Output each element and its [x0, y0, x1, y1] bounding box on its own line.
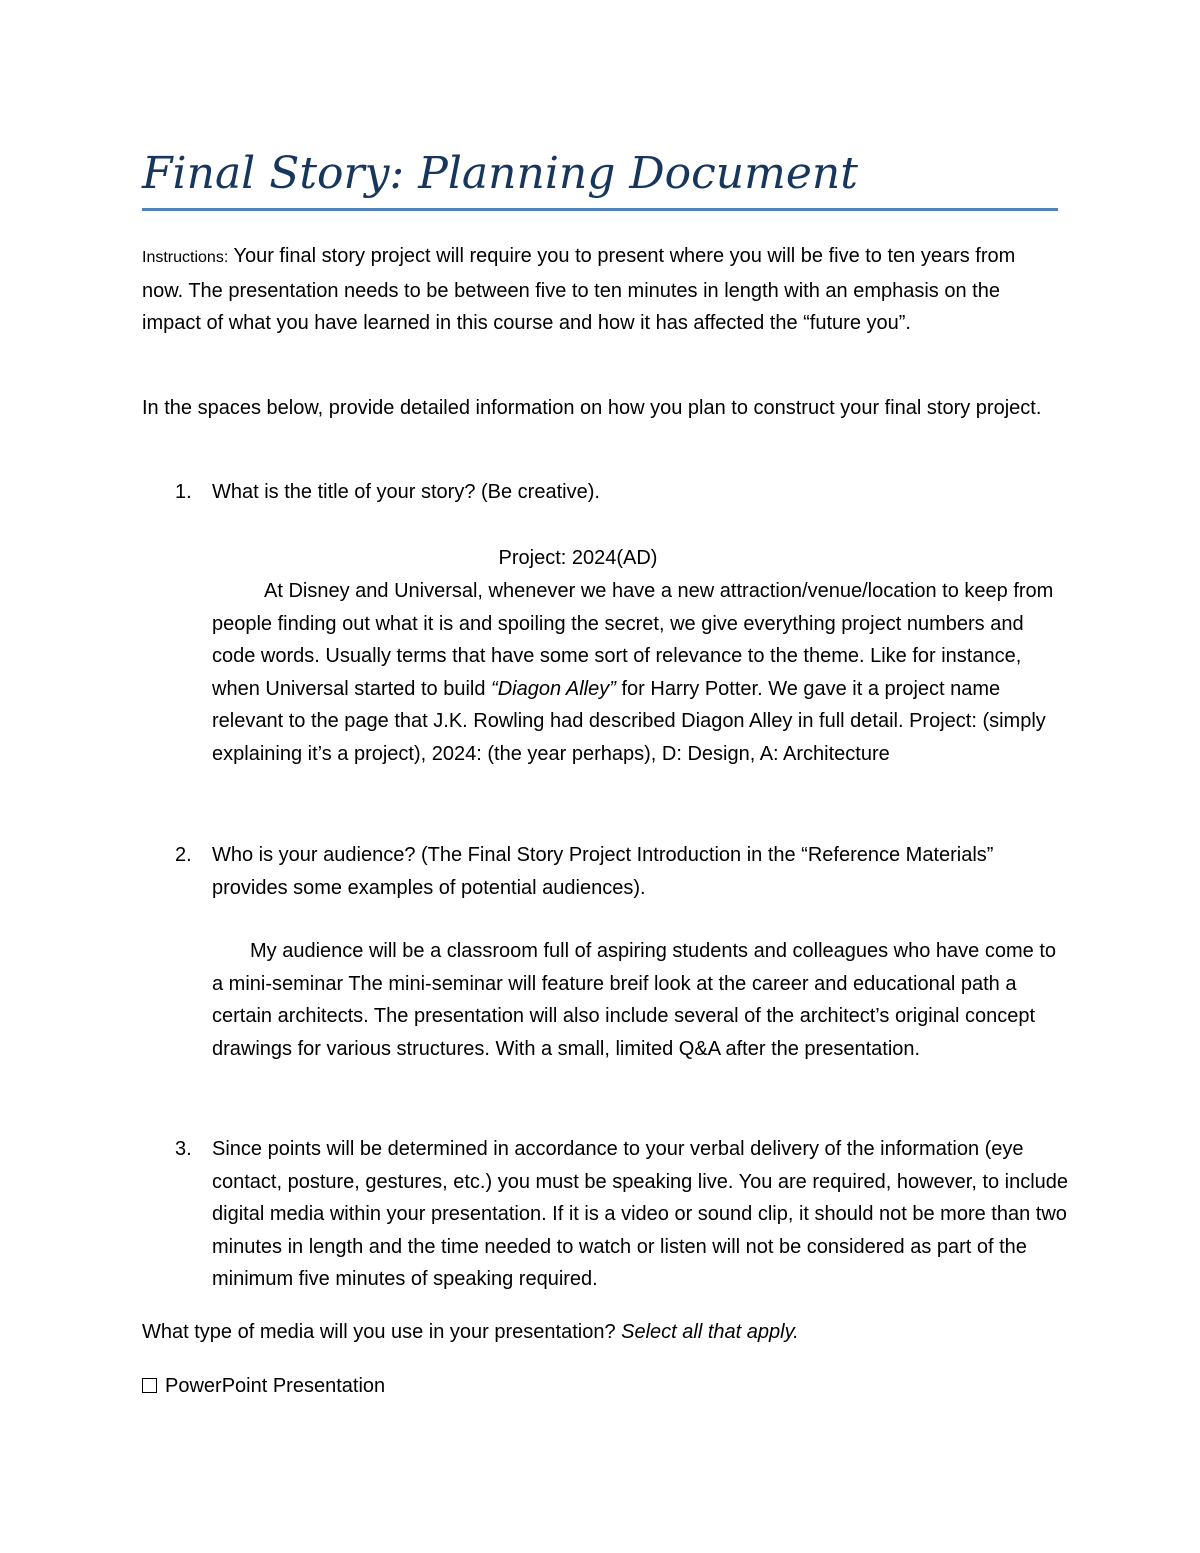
question-text: Who is your audience? (The Final Story Project Introduction in the “Reference Materials” provides some examples of potential audiences). — [212, 844, 994, 899]
question-number: 2. — [175, 844, 192, 866]
question-number: 3. — [175, 1138, 192, 1160]
media-question-hint: Select all that apply. — [621, 1321, 799, 1343]
instructions-paragraph — [142, 240, 1042, 340]
checkbox-icon[interactable] — [142, 1378, 157, 1393]
media-option-label: PowerPoint Presentation — [165, 1375, 386, 1397]
document-title: Final Story: Planning Document — [142, 148, 858, 199]
answer-1-text-after: for Harry Potter. We gave it a project name relevant to the page that J.K. Rowling had described Diagon Alley in full detail. Project: (simply explaining it’s a project), 2024: (the year perhaps), D: Design, A: Architecture — [212, 677, 1046, 765]
answer-1-italic: “Diagon Alley” — [491, 677, 616, 700]
media-question — [142, 1316, 1062, 1349]
media-option-powerpoint[interactable] — [142, 1370, 385, 1402]
instructions-label: Instructions: — [142, 249, 229, 266]
answer-1-paragraph — [212, 575, 1072, 770]
answer-1-text-before: At Disney and Universal, whenever we have a new attraction/venue/location to keep from people finding out what it is and spoiling the secret, we give everything project numbers and code words. Usually terms that have some sort of relevance to the theme. Like for instance, when Universal started to build — [212, 580, 1054, 700]
answer-2-text: My audience will be a classroom full of aspiring students and colleagues who have come to a mini-seminar The mini-seminar will feature breif look at the career and educational path a certain architects. The presentation will also include several of the architect’s original concept drawings for various structures. With a small, limited Q&A after the presentation. — [212, 940, 1056, 1060]
instructions-text: Your final story project will require you to present where you will be five to ten years from now. The presentation needs to be between five to ten minutes in length with an emphasis on the impact of what you have learned in this course and how it has affected the “future you”. — [142, 245, 1016, 334]
media-question-text: What type of media will you use in your presentation? — [142, 1321, 622, 1343]
title-underline — [142, 208, 1058, 211]
answer-1-title: Project: 2024(AD) — [498, 547, 658, 569]
question-text: What is the title of your story? (Be creative). — [212, 481, 600, 503]
question-number: 1. — [175, 481, 192, 503]
question-text: Since points will be determined in accordance to your verbal delivery of the information (eye contact, posture, gestures, etc.) you must be speaking live. You are required, however, to include digital media within your presentation. If it is a video or sound clip, it should not be more than two minutes in length and the time needed to watch or listen will not be considered as part of the minimum five minutes of speaking required. — [212, 1138, 1069, 1290]
answer-2-paragraph — [212, 935, 1072, 1065]
spaces-paragraph: In the spaces below, provide detailed information on how you plan to construct your final story project. — [142, 397, 1042, 419]
